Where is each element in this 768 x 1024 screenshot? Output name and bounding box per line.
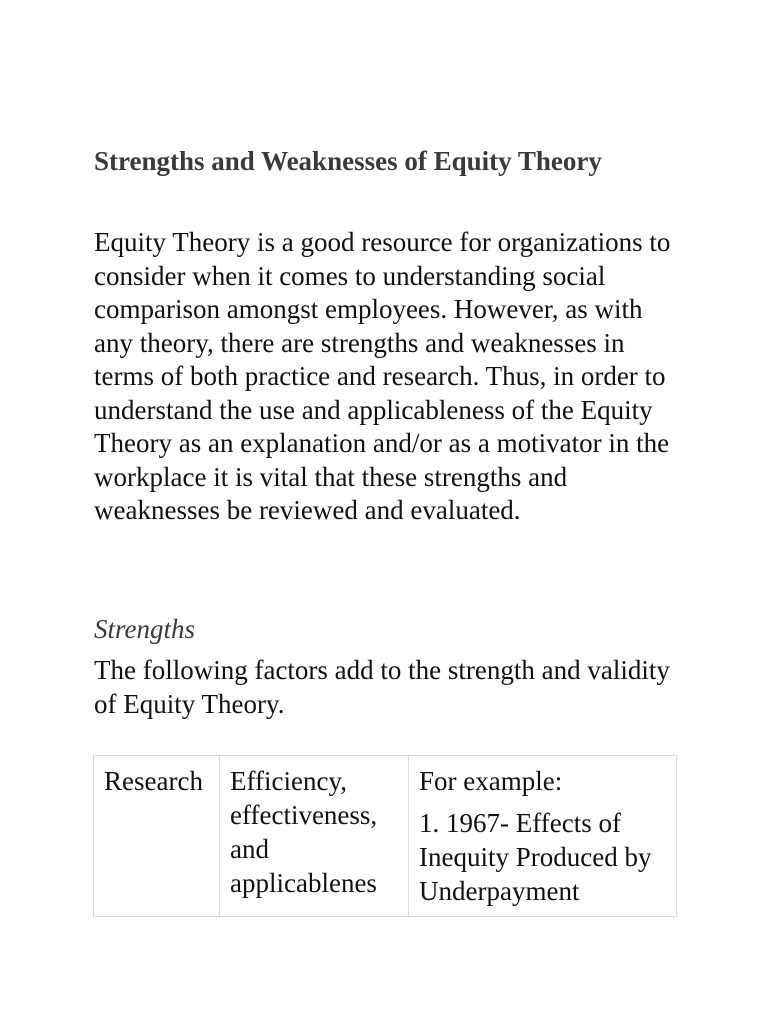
table-row <box>94 756 677 917</box>
section-subheading: Strengths <box>94 614 195 644</box>
example-item: 1. 1967- Effects of Inequity Produced by Underpayment <box>419 808 652 906</box>
page-heading: Strengths and Weaknesses of Equity Theory <box>94 146 602 176</box>
example-intro: For example: <box>419 766 563 796</box>
strengths-table <box>93 755 677 917</box>
intro-paragraph: Equity Theory is a good resource for organizations to consider when it comes to understanding social comparison amongst employees. However, as with any theory, there are strengths and weaknesses in terms of both practice and research. Thus, in order to understand the use and applicableness of the Equity Theory as an explanation and/or as a motivator in the workplace it is vital that these strengths and weaknesses be reviewed and evaluated. <box>94 227 671 525</box>
factors-paragraph: The following factors add to the strength and validity of Equity Theory. <box>94 655 670 719</box>
example-cell <box>409 756 677 917</box>
criteria-cell: Efficiency, effectiveness, and applicablenes <box>220 756 409 917</box>
factor-cell: Research <box>94 756 220 917</box>
